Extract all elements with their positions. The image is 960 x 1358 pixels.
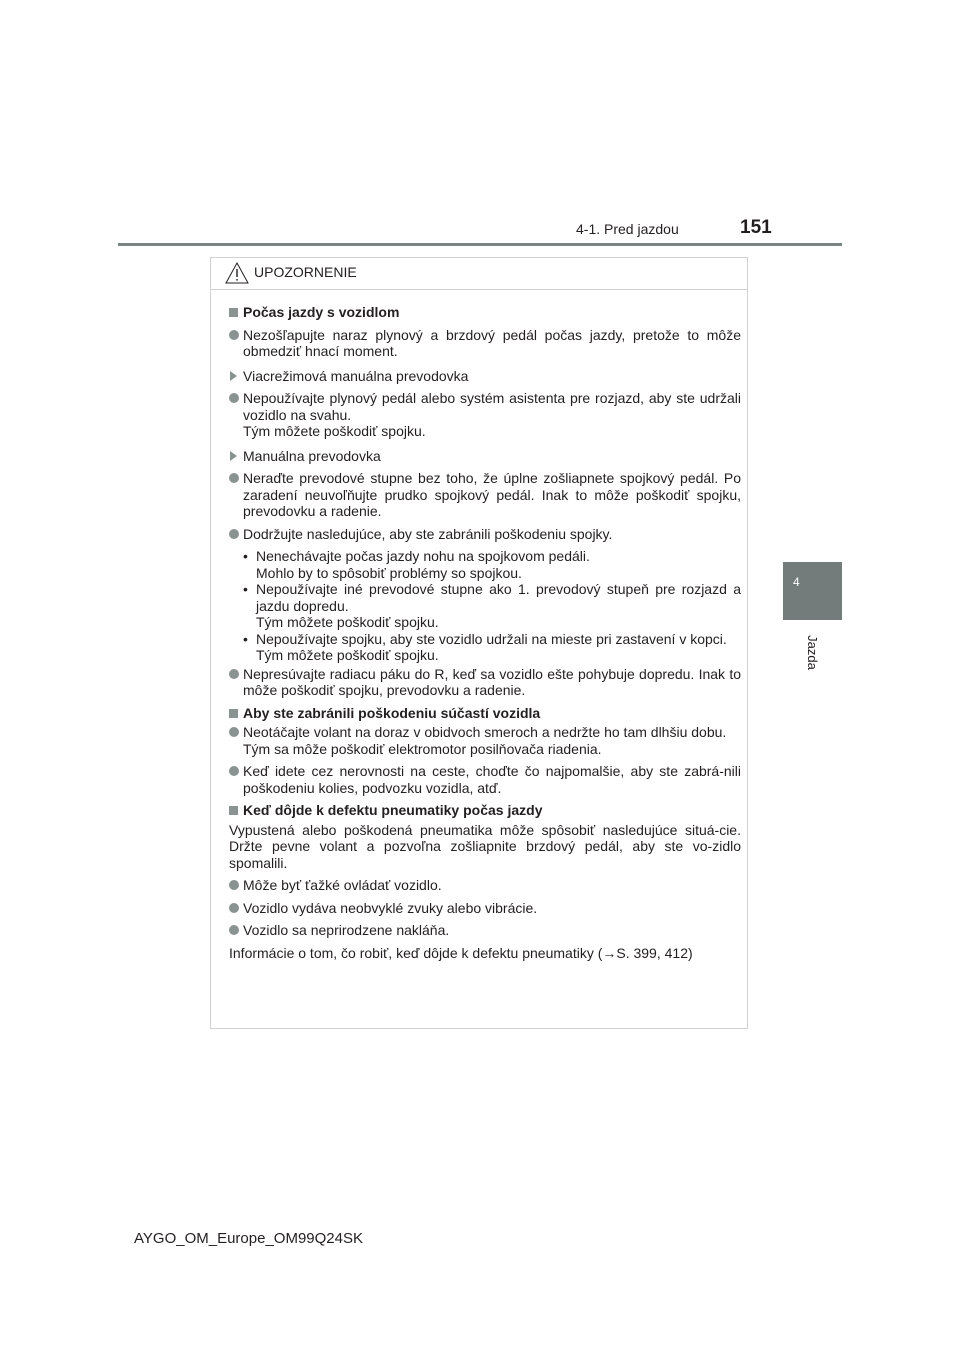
warning-triangle-icon [225, 262, 249, 289]
circle-bullet-icon [229, 766, 239, 776]
sub-heading: Manuálna prevodovka [229, 448, 741, 465]
circle-bullet-icon [229, 473, 239, 483]
list-item: Neraďte prevodové stupne bez toho, že úplne zošliapnete spojkový pedál. Po zaradení neuvoľňujte prudko spojkový pedál. Inak to môže poškodiť spojku, prevodovku a radenie. [229, 470, 741, 520]
list-item: Nezošľapujte naraz plynový a brzdový pedál počas jazdy, pretože to môže obmedziť hnací moment. [229, 327, 741, 360]
circle-bullet-icon [229, 903, 239, 913]
warning-box [210, 257, 748, 1029]
section-heading: Počas jazdy s vozidlom [229, 304, 741, 321]
section-heading: Keď dôjde k defektu pneumatiky počas jazdy [229, 802, 741, 819]
triangle-bullet-icon [230, 451, 237, 461]
chapter-label-text: Jazda [804, 634, 820, 670]
circle-bullet-icon [229, 529, 239, 539]
circle-bullet-icon [229, 880, 239, 890]
header-divider [118, 243, 842, 246]
chapter-label [782, 622, 842, 682]
list-item: Dodržujte nasledujúce, aby ste zabránili poškodeniu spojky. [229, 526, 741, 543]
dash-item: • Nepoužívajte iné prevodové stupne ako 1. prevodový stupeň pre rozjazd a jazdu dopredu. Tým môžete poškodiť spojku. [243, 581, 741, 630]
list-item: Neotáčajte volant na doraz v obidvoch smeroch a nedržte ho tam dlhšiu dobu. Tým sa môže poškodiť elektromotor posilňovača riadenia. [229, 724, 741, 757]
circle-bullet-icon [229, 669, 239, 679]
document-id: AYGO_OM_Europe_OM99Q24SK [134, 1230, 363, 1247]
warning-title: UPOZORNENIE [254, 264, 357, 280]
list-item: Keď idete cez nerovnosti na ceste, choďte čo najpomalšie, aby ste zabrá-nili poškodeniu kolies, podvozku vozidla, atď. [229, 763, 741, 796]
sub-heading: Viacrežimová manuálna prevodovka [229, 368, 741, 385]
square-bullet-icon [229, 806, 238, 815]
list-item: Môže byť ťažké ovládať vozidlo. [229, 877, 741, 894]
warning-header [211, 258, 747, 290]
dash-item: • Nepoužívajte spojku, aby ste vozidlo udržali na mieste pri zastavení v kopci. Tým môžete poškodiť spojku. [243, 630, 727, 663]
list-item: Vozidlo sa neprirodzene nakláňa. [229, 922, 741, 939]
triangle-bullet-icon [230, 371, 237, 381]
square-bullet-icon [229, 308, 238, 317]
dash-item: • Nenechávajte počas jazdy nohu na spojkovom pedáli. Mohlo by to spôsobiť problémy so spojkou. [243, 548, 590, 581]
paragraph: Informácie o tom, čo robiť, keď dôjde k defektu pneumatiky (→S. 399, 412) [229, 944, 693, 961]
warning-body [211, 290, 747, 961]
chapter-tab [783, 562, 842, 620]
circle-bullet-icon [229, 330, 239, 340]
square-bullet-icon [229, 709, 238, 718]
paragraph: Vypustená alebo poškodená pneumatika môže spôsobiť nasledujúce situá-cie. Držte pevne volant a pozvoľna zošliapnite brzdový pedál, aby ste vo-zidlo spomalili. [229, 821, 741, 871]
circle-bullet-icon [229, 727, 239, 737]
section-heading: Aby ste zabránili poškodeniu súčastí vozidla [229, 705, 741, 722]
chapter-number: 4 [793, 575, 800, 589]
list-item: Nepoužívajte plynový pedál alebo systém asistenta pre rozjazd, aby ste udržali vozidlo na svahu. Tým môžete poškodiť spojku. [229, 390, 741, 440]
list-item: Nepresúvajte radiacu páku do R, keď sa vozidlo ešte pohybuje dopredu. Inak to môže poškodiť spojku, prevodovku a radenie. [229, 666, 741, 699]
section-title: 4-1. Pred jazdou [576, 221, 679, 237]
circle-bullet-icon [229, 925, 239, 935]
page-number: 151 [740, 217, 772, 238]
list-item: Vozidlo vydáva neobvyklé zvuky alebo vibrácie. [229, 900, 741, 917]
circle-bullet-icon [229, 393, 239, 403]
